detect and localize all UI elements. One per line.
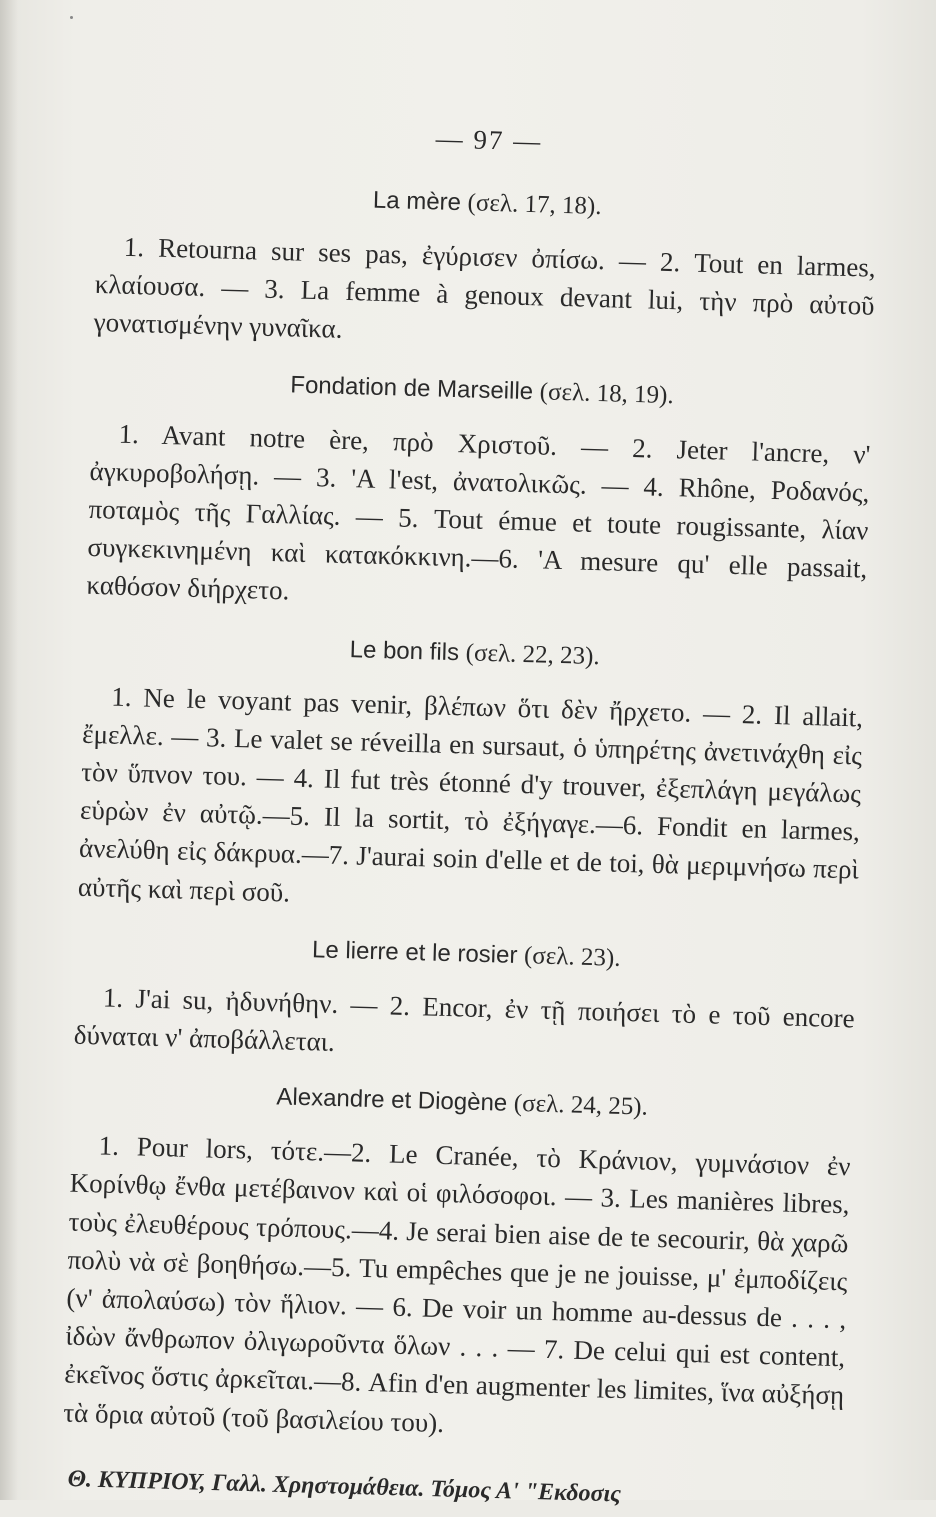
section-title-text: Fondation de Marseille [290,371,534,405]
section-title [97,179,877,229]
section-paragraph: 1. Avant notre ère, πρὸ Χριστοῦ. — 2. Jeter l'ancre, ν' ἀγκυροβολήσῃ. — 3. 'A l'est, ἀνατολικῶς. — 4. Rhône, Ροδανός, ποταμὸς τῆς Γαλλίας. — 5. Tout émue et toute rougissante, λίαν συγκεκινημένη καὶ κατακόκκινη.—6. 'A mesure qu' elle passait, καθόσον διήρχετο. [86,418,871,606]
section-page-ref: (σελ. 23). [523,942,621,972]
section-le-lierre-et-le-rosier [73,930,856,1076]
section-alexandre-et-diogene [63,1078,853,1453]
section-paragraph: 1. Pour lors, τότε.—2. Le Cranée, τὸ Κράνιον, γυμνάσιον ἐν Κορίνθῳ ἔνθα μετέβαινον καὶ οἱ φιλόσοφοι. — 3. Les manières libres, τοὺς ἐλευθέρους τρόπους.—4. Je serai bien aise de te secourir, θὰ χαρῶ πολὺ νὰ σὲ βοηθήσω.—5. Tu empêches que je ne jouisse, μ' ἐμποδίζεις (ν' ἀπολαύσω) τὸν ἥλιον. — 6. De voir un homme au-dessus de . . . , ἰδὼν ἄνθρωπον ὀλιγωροῦντα ὅλων . . . — 7. De celui qui est content, ἐκεῖνος ὅστις ἀρκεῖται.—8. Afin d'en augmenter les limites, ἵνα αὐξήσῃ τὰ ὅρια αὐτοῦ (τοῦ βασιλείου του). [62,1130,851,1438]
section-le-bon-fils [77,628,864,927]
page-body [62,100,880,1477]
page-edge-shadow [0,0,18,1500]
section-paragraph: 1. Retourna sur ses pas, ἐγύρισεν ὀπίσω. — 2. Tout en larmes, κλαίουσα. — 3. La femme à genoux devant lui, τὴν πρὸ αὐτοῦ γονατισμένην γυναῖκα. [93,231,877,345]
section-fondation-de-marseille [86,366,872,627]
section-title [84,628,864,678]
page-number: — 97 — [435,123,543,157]
footer-signature: Θ. ΚΥΠΡΙΟΥ, Γαλλ. Χρηστομάθεια. Τόμος Α' "Εκδοσις [67,1466,622,1508]
section-page-ref: (σελ. 22, 23). [465,639,601,670]
section-paragraph: 1. J'ai su, ἠδυνήθην. — 2. Encor, ἐν τῇ ποιήσει τὸ e τοῦ encore δύναται ν' ἀποβάλλεται. [73,982,856,1057]
section-la-mere [93,179,877,363]
ink-speck [70,16,73,19]
section-title [92,366,872,416]
section-page-ref: (σελ. 17, 18). [467,189,602,221]
section-page-ref: (σελ. 24, 25). [513,1090,649,1121]
section-title-text: Le lierre et le rosier [311,936,518,969]
section-paragraph: 1. Ne le voyant pas venir, βλέπων ὅτι δὲν ἤρχετο. — 2. Il allait, ἔμελλε. — 3. Le valet se réveilla en sursaut, ὁ ὑπηρέτης ἀνετινάχθη εἰς τὸν ὕπνον του. — 4. Il fut très étonné d'y trouver, ἐξεπλάγη μεγάλως εὑρὼν ἐν αὐτῷ.—5. Il la sortit, τὸ ἐξήγαγε.—6. Fondit en larmes, ἀνελύθη εἰς δάκρυα.—7. J'aurai soin d'elle et de toi, θὰ μεριμνήσω περὶ αὐτῆς καὶ περὶ σοῦ. [77,681,864,908]
section-title [72,1078,852,1128]
section-title-text: La mère [372,186,462,217]
section-title [76,930,856,980]
section-title-text: Alexandre et Diogène [276,1083,508,1118]
section-page-ref: (σελ. 18, 19). [539,378,675,409]
section-title-text: Le bon fils [349,635,460,666]
